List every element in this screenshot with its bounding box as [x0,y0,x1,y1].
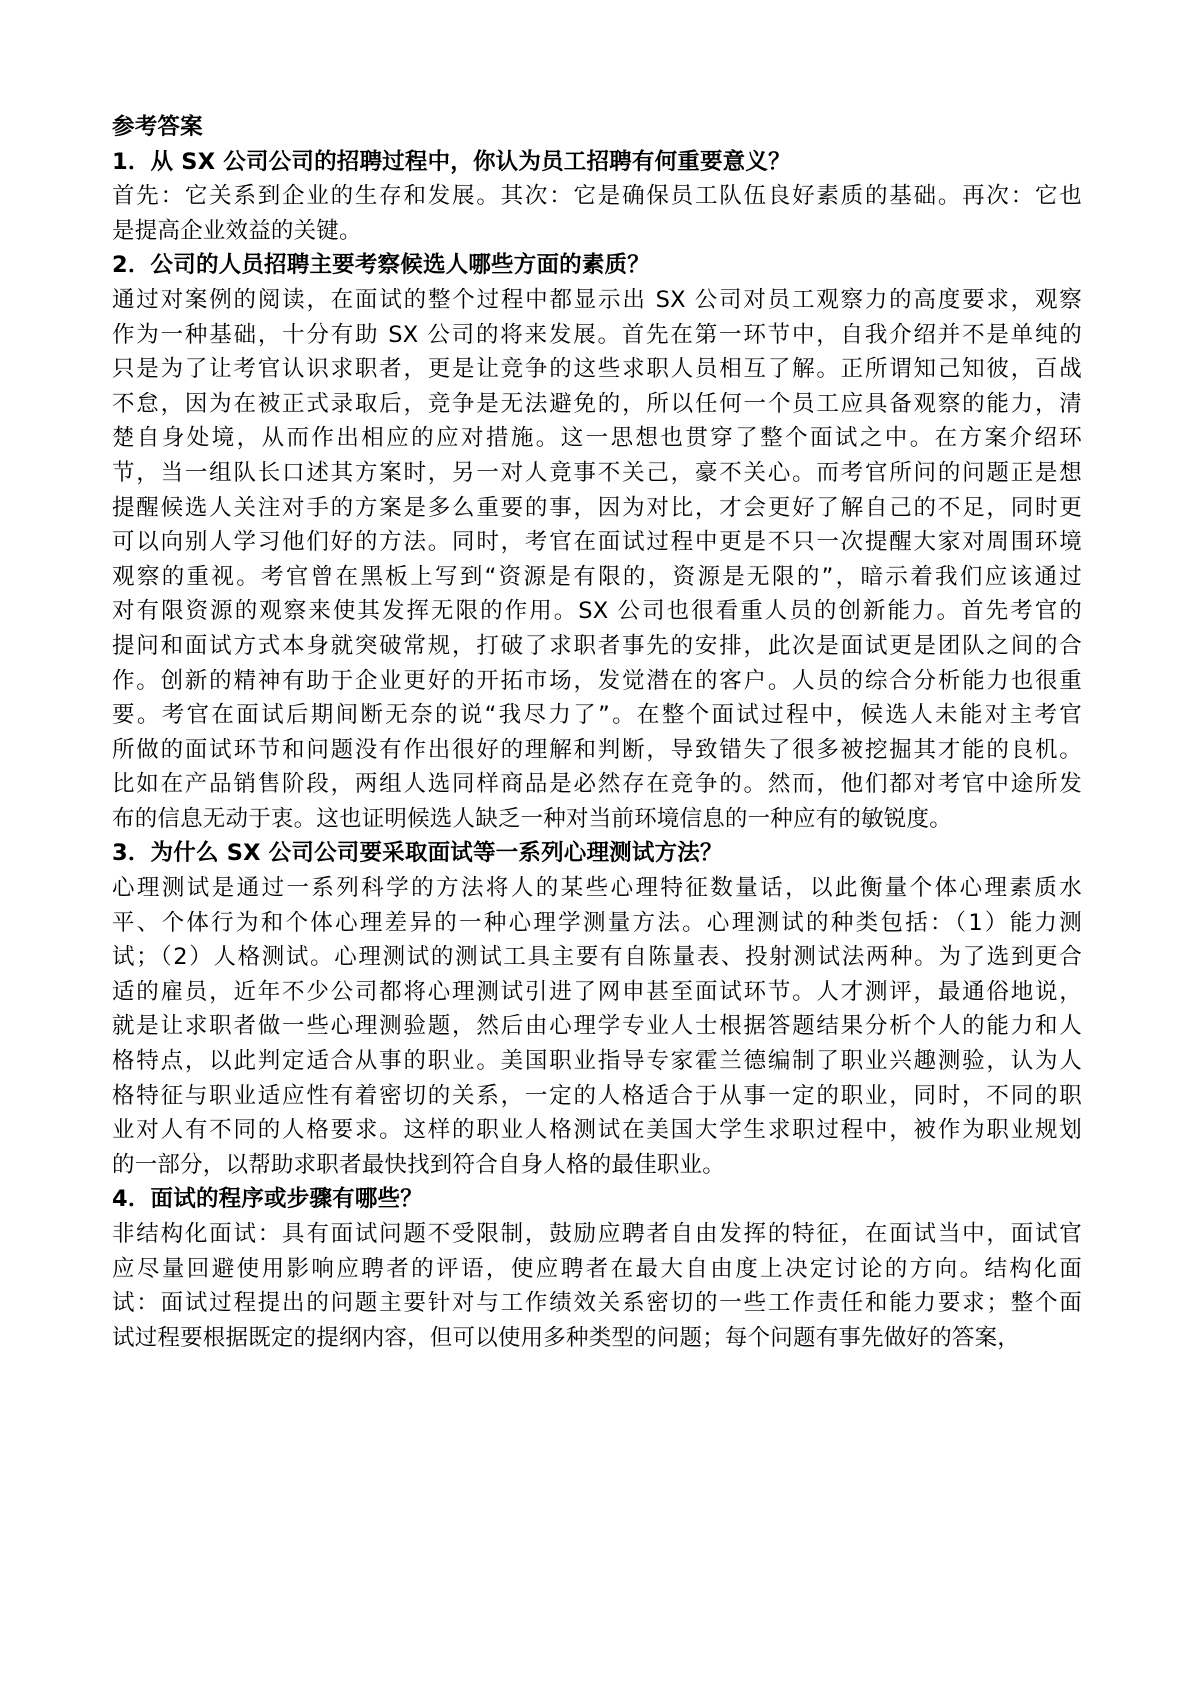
answer-line: 首先：它关系到企业的生存和发展。其次：它是确保员工队伍良好素质的基础。再次：它也 [112,183,1082,210]
answer-line: 试：面试过程提出的问题主要针对与工作绩效关系密切的一些工作责任和能力要求；整个面 [112,1290,1082,1317]
answer-line: 是提高企业效益的关键。 [112,217,362,244]
answer-line: 只是为了让考官认识求职者，更是让竞争的这些求职人员相互了解。正所谓知己知彼，百战 [112,356,1082,383]
answer-line: 非结构化面试：具有面试问题不受限制，鼓励应聘者自由发挥的特征，在面试当中，面试官 [112,1221,1082,1247]
answer-line: 提醒候选人关注对手的方案是多么重要的事，因为对比，才会更好了解自己的不足，同时更 [112,494,1082,521]
answer-line: 节，当一组队长口述其方案时，另一对人竟事不关己，豪不关心。而考官所问的问题正是想 [112,459,1082,486]
answer-line: 对有限资源的观察来使其发挥无限的作用。SX 公司也很看重人员的创新能力。首先考官的 [112,598,1082,625]
question-heading: 4．面试的程序或步骤有哪些？ [112,1186,423,1213]
answer-line: 的一部分，以帮助求职者最快找到符合自身人格的最佳职业。 [112,1151,725,1178]
answer-line: 格特征与职业适应性有着密切的关系，一定的人格适合于从事一定的职业，同时，不同的职 [112,1082,1082,1109]
answer-line: 观察的重视。考官曾在黑板上写到“资源是有限的，资源是无限的”，暗示着我们应该通过 [112,563,1082,590]
answer-line: 试；（2）人格测试。心理测试的测试工具主要有自陈量表、投射测试法两种。为了选到更合 [112,944,1082,971]
answer-line: 试过程要根据既定的提纲内容，但可以使用多种类型的问题；每个问题有事先做好的答案， [112,1324,1021,1351]
answer-line: 格特点，以此判定适合从事的职业。美国职业指导专家霍兰德编制了职业兴趣测验，认为人 [112,1048,1082,1075]
answer-line: 心理测试是通过一系列科学的方法将人的某些心理特征数量话，以此衡量个体心理素质水 [112,875,1082,902]
answer-line: 作为一种基础，十分有助 SX 公司的将来发展。首先在第一环节中，自我介绍并不是单纯的 [112,321,1082,348]
answer-line: 楚自身处境，从而作出相应的应对措施。这一思想也贯穿了整个面试之中。在方案介绍环 [112,425,1082,452]
question-heading: 2．公司的人员招聘主要考察候选人哪些方面的素质？ [112,252,650,279]
answer-line: 要。考官在面试后期间断无奈的说“我尽力了”。在整个面试过程中，候选人未能对主考官 [112,702,1082,729]
answer-line: 不怠，因为在被正式录取后，竞争是无法避免的，所以任何一个员工应具备观察的能力，清 [112,390,1082,417]
answer-line: 平、个体行为和个体心理差异的一种心理学测量方法。心理测试的种类包括：（1）能力测 [112,909,1082,936]
answer-line: 业对人有不同的人格要求。这样的职业人格测试在美国大学生求职过程中，被作为职业规划 [112,1117,1082,1144]
answer-line: 可以向别人学习他们好的方法。同时，考官在面试过程中更是不只一次提醒大家对周围环境 [112,529,1082,556]
document-title: 参考答案 [112,114,203,140]
answer-line: 适的雇员，近年不少公司都将心理测试引进了网申甚至面试环节。人才测评，最通俗地说， [112,978,1082,1005]
question-heading: 3．为什么 SX 公司公司要采取面试等一系列心理测试方法？ [112,840,723,867]
answer-line: 提问和面试方式本身就突破常规，打破了求职者事先的安排，此次是面试更是团队之间的合 [112,632,1082,659]
answer-line: 应尽量回避使用影响应聘者的评语，使应聘者在最大自由度上决定讨论的方向。结构化面 [112,1255,1082,1282]
answer-line: 布的信息无动于衷。这也证明候选人缺乏一种对当前环境信息的一种应有的敏锐度。 [112,805,952,832]
answer-line: 通过对案例的阅读，在面试的整个过程中都显示出 SX 公司对员工观察力的高度要求，观察 [112,286,1082,313]
question-heading: 1．从 SX 公司公司的招聘过程中，你认为员工招聘有何重要意义？ [112,148,791,175]
document-body [112,145,1082,1356]
answer-line: 比如在产品销售阶段，两组人选同样商品是必然存在竞争的。然而，他们都对考官中途所发 [112,771,1082,798]
answer-line: 就是让求职者做一些心理测验题，然后由心理学专业人士根据答题结果分析个人的能力和人 [112,1013,1082,1040]
answer-line: 所做的面试环节和问题没有作出很好的理解和判断，导致错失了很多被挖掘其才能的良机。 [112,736,1082,763]
document-page [112,110,1082,1355]
answer-line: 作。创新的精神有助于企业更好的开拓市场，发觉潜在的客户。人员的综合分析能力也很重 [112,667,1082,694]
